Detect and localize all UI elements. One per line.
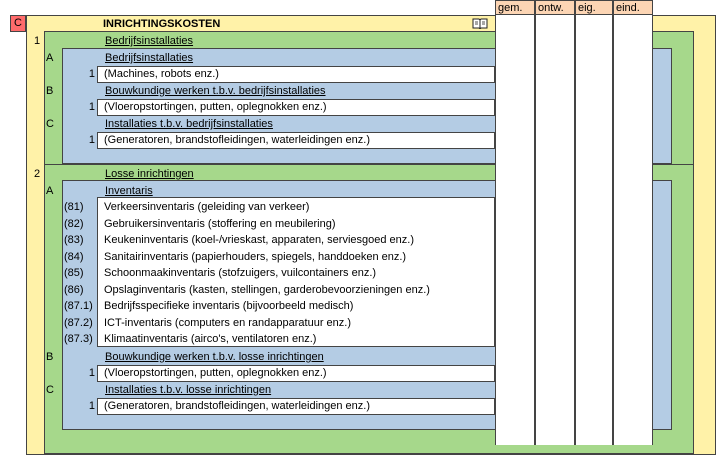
group-1-number: 1 <box>34 35 41 47</box>
inventory-item[interactable]: Schoonmaakinventaris (stofzuigers, vuilcontainers enz.) <box>104 267 377 279</box>
group-1-sub-c-item-num: 1 <box>88 134 95 146</box>
group-1-sub-b-item: (Vloeropstortingen, putten, oplegnokken enz.) <box>104 101 327 113</box>
inventory-code: (87.1) <box>64 300 93 312</box>
column-header-ontw <box>535 0 575 15</box>
group-2-sub-b-letter: B <box>46 351 54 363</box>
inventory-item[interactable]: Opslaginventaris (kasten, stellingen, garderobevoorzieningen enz.) <box>104 284 430 296</box>
group-1-sub-a-item-num: 1 <box>88 68 95 80</box>
inventory-code: (84) <box>64 251 84 263</box>
group-1-sub-a-letter: A <box>46 52 54 64</box>
group-1-sub-c-title: Installaties t.b.v. bedrijfsinstallaties <box>105 118 273 130</box>
book-icon[interactable] <box>472 17 488 29</box>
group-2-sub-a-title: Inventaris <box>105 185 153 197</box>
group-2-sub-b-item: (Vloeropstortingen, putten, oplegnokken enz.) <box>104 367 327 379</box>
group-1-sub-c-item: (Generatoren, brandstofleidingen, waterleidingen enz.) <box>104 134 370 146</box>
column-header-label: eind. <box>616 2 640 14</box>
inventory-item[interactable]: Bedrijfsspecifieke inventaris (bijvoorbeeld medisch) <box>104 300 354 312</box>
group-2-title: Losse inrichtingen <box>105 168 194 180</box>
column-header-label: gem. <box>498 2 523 14</box>
inventory-code: (87.3) <box>64 333 93 345</box>
group-2-sub-c-letter: C <box>46 384 54 396</box>
inventory-item[interactable]: ICT-inventaris (computers en randapparatuur enz.) <box>104 317 352 329</box>
group-1-sub-b-letter: B <box>46 85 54 97</box>
group-2-sub-b-title: Bouwkundige werken t.b.v. losse inrichtingen <box>105 351 324 363</box>
section-code-badge <box>10 15 26 32</box>
group-2-sub-a-letter: A <box>46 185 54 197</box>
group-2-sub-b-item-num: 1 <box>88 367 95 379</box>
group-1-sub-b-title: Bouwkundige werken t.b.v. bedrijfsinstallaties <box>105 85 326 97</box>
column-eig[interactable] <box>575 15 613 445</box>
inventory-item[interactable]: Verkeersinventaris (geleiding van verkeer) <box>104 201 310 213</box>
column-header-label: ontw. <box>538 2 564 14</box>
group-2-sub-c-item: (Generatoren, brandstofleidingen, waterleidingen enz.) <box>104 400 370 412</box>
inventory-code: (87.2) <box>64 317 93 329</box>
group-1-sub-b-item-num: 1 <box>88 101 95 113</box>
inventory-item[interactable]: Gebruikersinventaris (stoffering en meubilering) <box>104 218 336 230</box>
section-code: C <box>14 17 22 29</box>
group-1-sub-c-letter: C <box>46 118 54 130</box>
column-eind[interactable] <box>613 15 653 445</box>
group-2-sub-c-title: Installaties t.b.v. losse inrichtingen <box>105 384 272 396</box>
inventory-code: (83) <box>64 234 84 246</box>
column-gem[interactable] <box>495 15 535 445</box>
column-ontw[interactable] <box>535 15 575 445</box>
inventory-code: (85) <box>64 267 84 279</box>
inventory-item[interactable]: Klimaatinventaris (airco's, ventilatoren enz.) <box>104 333 317 345</box>
group-2-sub-c-item-num: 1 <box>88 400 95 412</box>
group-2-number: 2 <box>34 168 41 180</box>
group-1-title: Bedrijfsinstallaties <box>105 35 194 47</box>
group-1-sub-a-item: (Machines, robots enz.) <box>104 68 219 80</box>
inventory-code: (81) <box>64 201 84 213</box>
inventory-code: (82) <box>64 218 84 230</box>
column-header-eind <box>613 0 653 15</box>
column-header-label: eig. <box>578 2 596 14</box>
section-title: INRICHTINGSKOSTEN <box>103 18 221 30</box>
inventory-item[interactable]: Sanitairinventaris (papierhouders, spiegels, handdoeken enz.) <box>104 251 407 263</box>
inventory-item[interactable]: Keukeninventaris (koel-/vrieskast, apparaten, serviesgoed enz.) <box>104 234 414 246</box>
column-header-gem <box>495 0 535 15</box>
column-header-eig <box>575 0 613 15</box>
group-1-sub-a-title: Bedrijfsinstallaties <box>105 52 194 64</box>
inventory-code: (86) <box>64 284 84 296</box>
